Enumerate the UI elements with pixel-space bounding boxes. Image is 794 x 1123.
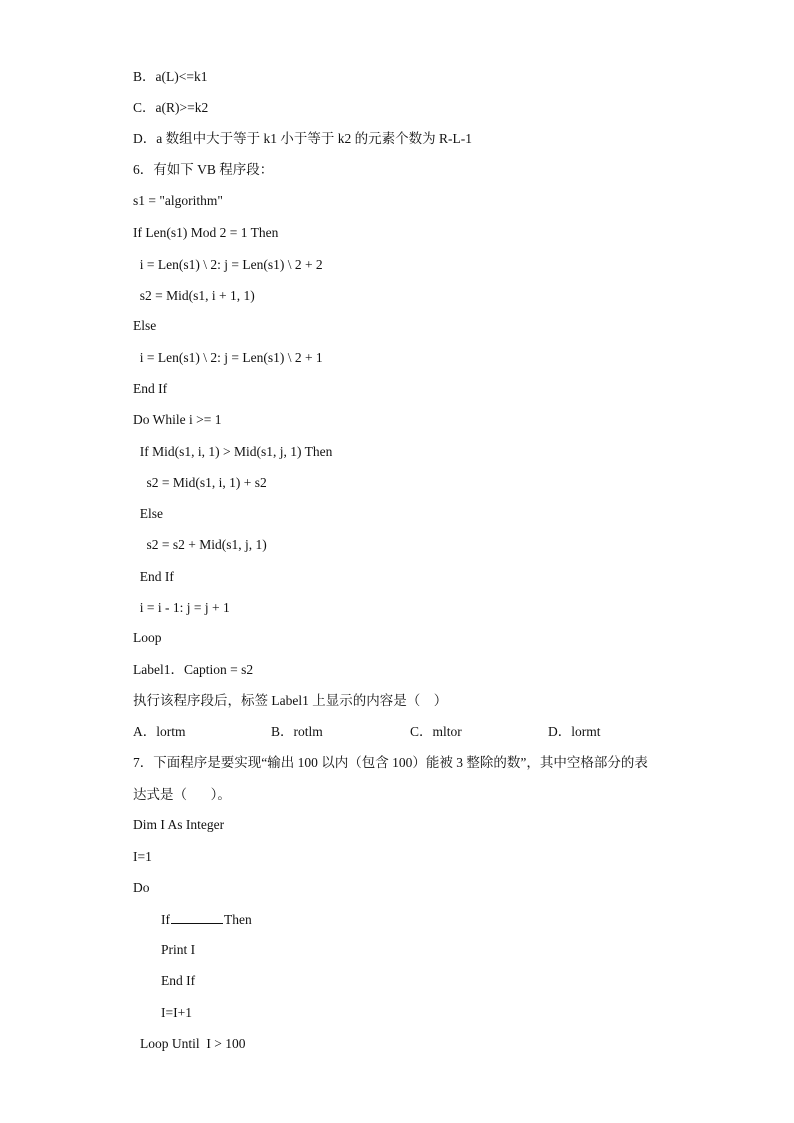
- question-6-title: 6．有如下 VB 程序段：: [133, 162, 274, 177]
- then-keyword: Then: [224, 912, 252, 927]
- option-c-q5: C．a(R)>=k2: [133, 100, 209, 115]
- question-7-title-cont: 达式是（ ）。: [133, 787, 231, 802]
- code-line: i = i - 1: j = j + 1: [133, 600, 230, 615]
- code-line: s2 = Mid(s1, i, 1) + s2: [133, 475, 267, 490]
- if-keyword: If: [161, 912, 170, 927]
- code-line: Print I: [161, 942, 196, 957]
- code-line: End If: [161, 973, 196, 988]
- code-line: Do: [133, 880, 150, 895]
- code-line: i = Len(s1) \ 2: j = Len(s1) \ 2 + 2: [133, 257, 323, 272]
- code-line: Loop Until I > 100: [140, 1036, 246, 1051]
- code-line-with-blank: [161, 912, 252, 927]
- code-line: End If: [133, 381, 168, 396]
- option-a-q6: A．lortm: [133, 724, 186, 739]
- answer-blank: [171, 912, 223, 924]
- code-line: Else: [133, 318, 157, 333]
- option-b-q6: B．rotlm: [271, 724, 323, 739]
- code-line: s2 = Mid(s1, i + 1, 1): [133, 288, 255, 303]
- option-c-q6: C．mltor: [410, 724, 462, 739]
- code-line: If Mid(s1, i, 1) > Mid(s1, j, 1) Then: [133, 444, 333, 459]
- code-line: I=I+1: [161, 1005, 192, 1020]
- code-line: i = Len(s1) \ 2: j = Len(s1) \ 2 + 1: [133, 350, 323, 365]
- code-line: Label1．Caption = s2: [133, 662, 254, 677]
- option-b-q5: B．a(L)<=k1: [133, 69, 208, 84]
- question-6-prompt: 执行该程序段后，标签 Label1 上显示的内容是（ ）: [133, 693, 448, 708]
- code-line: s1 = "algorithm": [133, 193, 223, 208]
- option-d-q5: D．a 数组中大于等于 k1 小于等于 k2 的元素个数为 R-L-1: [133, 131, 472, 146]
- option-d-q6: D．lormt: [548, 724, 601, 739]
- question-7-title: 7．下面程序是要实现“输出 100 以内（包含 100）能被 3 整除的数”，其中空格部分的表: [133, 755, 648, 770]
- code-line: End If: [133, 569, 174, 584]
- code-line: Else: [133, 506, 163, 521]
- code-line: s2 = s2 + Mid(s1, j, 1): [133, 537, 267, 552]
- code-line: Do While i >= 1: [133, 412, 222, 427]
- code-line: I=1: [133, 849, 152, 864]
- code-line: Loop: [133, 630, 162, 645]
- code-line: If Len(s1) Mod 2 = 1 Then: [133, 225, 279, 240]
- code-line: Dim I As Integer: [133, 817, 225, 832]
